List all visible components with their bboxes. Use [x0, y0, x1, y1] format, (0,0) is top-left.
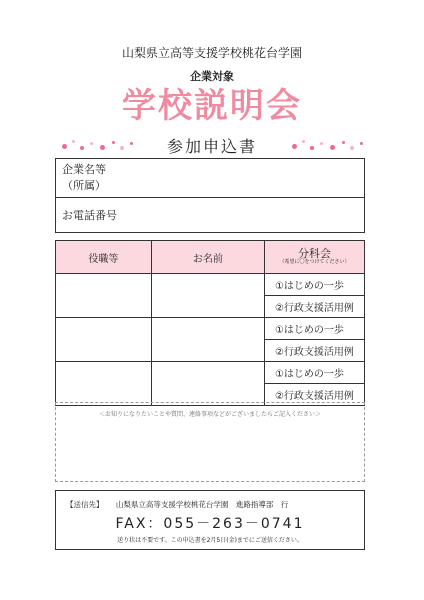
- notes-placeholder: ＜お知りになりたいことや質問、連絡事項などがございましたらご記入ください＞: [98, 411, 321, 418]
- decorative-dot: [350, 146, 354, 150]
- fax-number: FAX：055－263－0741: [115, 516, 305, 532]
- company-info-table: [55, 158, 365, 233]
- form-title: 参加申込書: [166, 137, 257, 156]
- participants-header-row: [56, 241, 365, 274]
- company-name-label: 企業名等: [62, 163, 106, 176]
- session-header-label: 分科会: [297, 247, 331, 261]
- send-to-box: [55, 490, 365, 550]
- session-option-1[interactable]: ①はじめの一歩: [264, 318, 364, 340]
- session-option-1[interactable]: ①はじめの一歩: [264, 362, 364, 384]
- session-header-note: （希望に〇をつけてください）: [279, 259, 350, 266]
- deadline-note: 送り状は不要です。この申込書を2月5日(金)までにご送信ください。: [117, 537, 303, 544]
- role-header: 役職等: [56, 241, 152, 274]
- session-option-1[interactable]: ①はじめの一歩: [264, 274, 364, 296]
- phone-field[interactable]: [56, 198, 365, 233]
- affiliation-label: （所属）: [62, 179, 106, 192]
- decorative-dots-right: [290, 136, 370, 152]
- notes-box[interactable]: [55, 402, 365, 482]
- company-name-row: [56, 159, 365, 198]
- role-cell[interactable]: [56, 274, 152, 318]
- session-option-2[interactable]: ②行政支援活用例: [264, 384, 364, 406]
- session-option-2[interactable]: ②行政支援活用例: [264, 340, 364, 362]
- table-row: [56, 274, 365, 296]
- phone-row: [56, 198, 365, 233]
- company-name-field[interactable]: [56, 159, 365, 198]
- decorative-dot: [320, 142, 323, 145]
- table-row: [56, 318, 365, 340]
- name-cell[interactable]: [151, 362, 264, 406]
- school-name: 山梨県立高等支援学校桃花台学園: [121, 46, 302, 60]
- phone-label: お電話番号: [62, 209, 117, 222]
- role-cell[interactable]: [56, 362, 152, 406]
- table-row: [56, 362, 365, 384]
- name-cell[interactable]: [151, 274, 264, 318]
- session-header: [264, 241, 364, 274]
- decorative-dot: [360, 142, 363, 145]
- participants-table: [55, 240, 365, 406]
- decorative-dot: [330, 145, 335, 150]
- decorative-dot: [292, 144, 297, 149]
- send-to-label: 【送信先】: [66, 500, 104, 509]
- name-header: お名前: [151, 241, 264, 274]
- decorative-dot: [302, 140, 305, 143]
- target-audience: 企業対象: [190, 70, 234, 83]
- decorative-dot: [342, 141, 345, 144]
- name-cell[interactable]: [151, 318, 264, 362]
- session-option-2[interactable]: ②行政支援活用例: [264, 296, 364, 318]
- send-to-line: [66, 499, 288, 510]
- send-to-destination: 山梨県立高等支援学校桃花台学園 進路指導部 行: [115, 500, 289, 509]
- decorative-dot: [310, 146, 314, 150]
- role-cell[interactable]: [56, 318, 152, 362]
- event-title: 学校説明会: [122, 86, 302, 126]
